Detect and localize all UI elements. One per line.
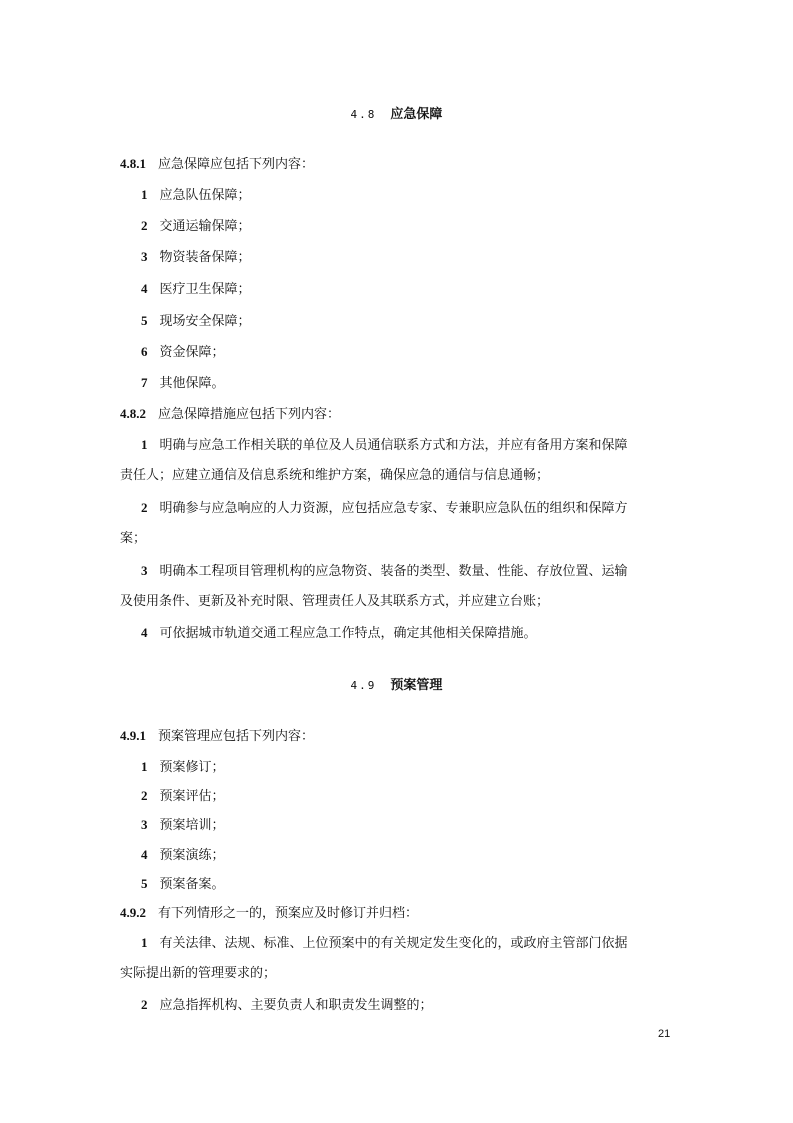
clause-4-9-2 (120, 904, 418, 923)
section-number: 4.9 (350, 679, 377, 692)
clause-4-8-2 (120, 405, 340, 424)
list-item (141, 499, 628, 518)
list-item (141, 343, 225, 362)
clause-number: 4.9.2 (120, 905, 146, 920)
clause-text: 应急保障措施应包括下列内容： (158, 407, 341, 422)
item-number: 1 (141, 759, 148, 774)
item-text: 明确参与应急响应的人力资源，应包括应急专家、专兼职应急队伍的组织和保障方 (159, 501, 628, 516)
list-item (141, 217, 251, 236)
item-text: 应急队伍保障； (159, 188, 251, 203)
item-number: 1 (141, 187, 148, 202)
list-item (141, 846, 225, 865)
item-number: 7 (141, 375, 148, 390)
item-text: 医疗卫生保障； (159, 282, 251, 297)
item-text: 预案备案。 (159, 877, 225, 892)
clause-number: 4.9.1 (120, 728, 146, 743)
item-text: 预案修订； (159, 760, 225, 775)
item-text: 明确与应急工作相关联的单位及人员通信联系方式和方法，并应有备用方案和保障 (159, 438, 628, 453)
item-text: 可依据城市轨道交通工程应急工作特点，确定其他相关保障措施。 (159, 626, 537, 641)
section-title: 应急保障 (390, 107, 443, 122)
item-number: 2 (141, 997, 148, 1012)
item-text: 资金保障； (159, 345, 225, 360)
page-number: 21 (658, 1028, 671, 1040)
item-number: 5 (141, 876, 148, 891)
item-continuation: 及使用条件、更新及补充时限、管理责任人及其联系方式，并应建立台账； (120, 594, 550, 609)
section-number: 4.8 (350, 108, 377, 121)
item-number: 4 (141, 625, 148, 640)
item-text: 预案演练； (159, 848, 225, 863)
clause-text: 有下列情形之一的，预案应及时修订并归档： (158, 906, 419, 921)
clause-4-8-1 (120, 155, 314, 174)
list-item (141, 787, 225, 806)
item-text: 预案评估； (159, 789, 225, 804)
list-item (141, 996, 433, 1015)
clause-text: 预案管理应包括下列内容： (158, 729, 315, 744)
item-text: 物资装备保障； (159, 250, 251, 265)
item-text: 交通运输保障； (159, 219, 251, 234)
item-number: 1 (141, 437, 148, 452)
item-number: 3 (141, 563, 148, 578)
item-number: 2 (141, 500, 148, 515)
item-number: 6 (141, 344, 148, 359)
section-title: 预案管理 (390, 678, 443, 693)
list-item (141, 875, 225, 894)
item-number: 2 (141, 788, 148, 803)
list-item (141, 624, 537, 643)
item-continuation: 责任人；应建立通信及信息系统和维护方案，确保应急的通信与信息通畅； (120, 468, 550, 483)
list-item (141, 186, 251, 205)
item-number: 4 (141, 847, 148, 862)
item-text: 有关法律、法规、标准、上位预案中的有关规定发生变化的，或政府主管部门依据 (159, 936, 628, 951)
item-text: 明确本工程项目管理机构的应急物资、装备的类型、数量、性能、存放位置、运输 (159, 564, 628, 579)
item-number: 5 (141, 313, 148, 328)
list-item (141, 248, 251, 267)
list-item (141, 934, 628, 953)
item-number: 3 (141, 817, 148, 832)
item-text: 预案培训； (159, 818, 225, 833)
item-text: 现场安全保障； (159, 314, 251, 329)
item-number: 3 (141, 249, 148, 264)
section-heading-4-8 (0, 106, 793, 124)
clause-number: 4.8.1 (120, 156, 146, 171)
clause-4-9-1 (120, 727, 314, 746)
item-number: 1 (141, 935, 148, 950)
item-text: 其他保障。 (159, 376, 225, 391)
item-text: 应急指挥机构、主要负责人和职责发生调整的； (159, 998, 433, 1013)
item-number: 4 (141, 281, 148, 296)
list-item (141, 562, 628, 581)
list-item (141, 816, 225, 835)
list-item (141, 436, 628, 455)
clause-number: 4.8.2 (120, 406, 146, 421)
item-continuation: 案； (120, 531, 147, 546)
item-continuation: 实际提出新的管理要求的； (120, 966, 277, 981)
section-heading-4-9 (0, 677, 793, 695)
list-item (141, 312, 251, 331)
list-item (141, 280, 251, 299)
list-item (141, 374, 225, 393)
clause-text: 应急保障应包括下列内容： (158, 157, 315, 172)
list-item (141, 758, 225, 777)
item-number: 2 (141, 218, 148, 233)
